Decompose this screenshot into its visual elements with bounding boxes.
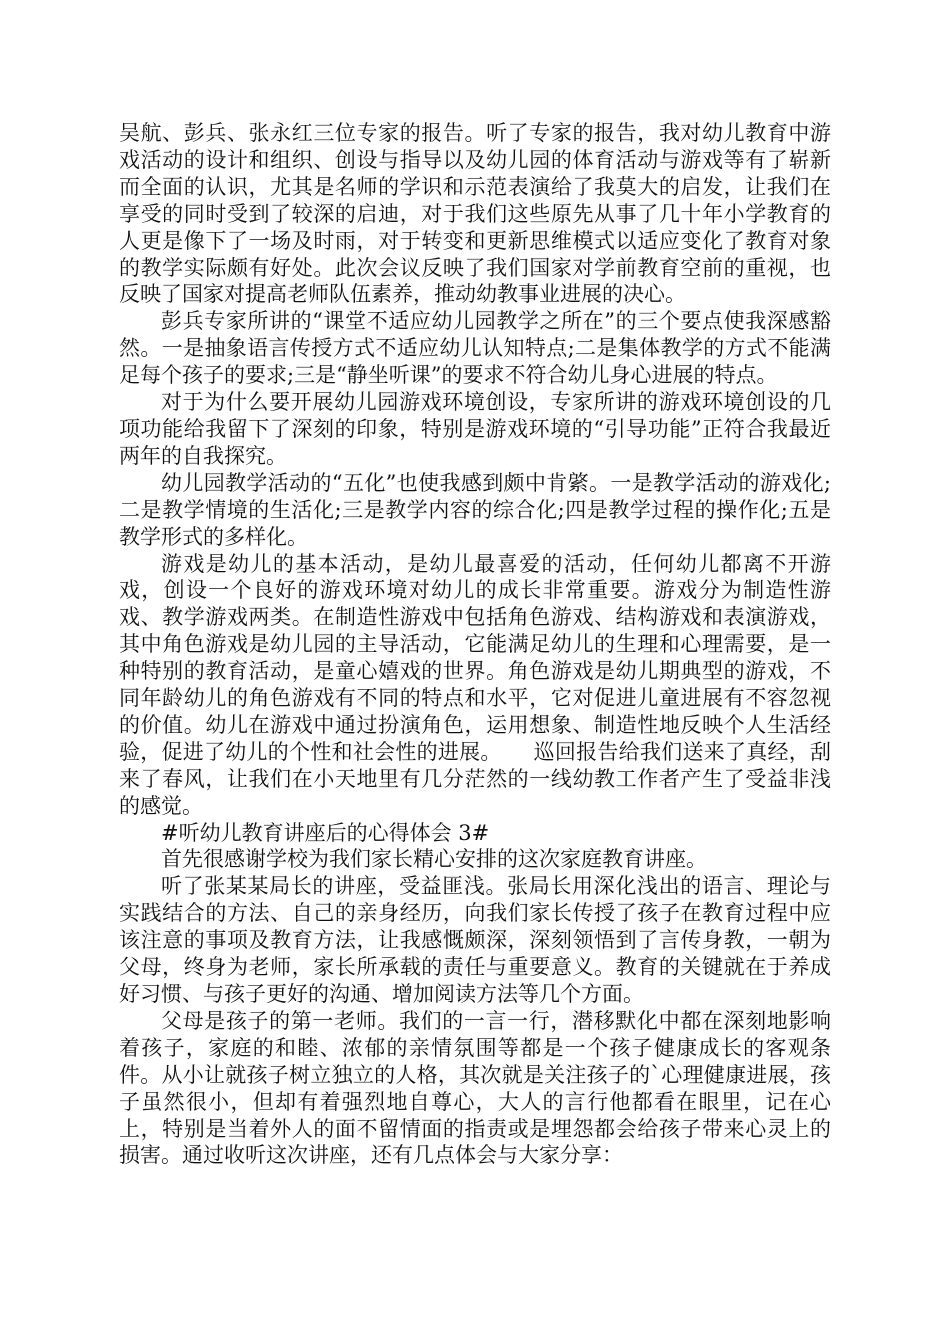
document-body xyxy=(119,120,831,1169)
paragraph-9: 父母是孩子的第一老师。我们的一言一行，潜移默化中都在深刻地影响着孩子，家庭的和睦、浓郁的亲情氛围等都是一个孩子健康成长的客观条件。从小让就孩子树立独立的人格，其次就是关注孩子的`心理健康进展，孩子虽然很小，但却有着强烈地自尊心，大人的言行他都看在眼里，记在心上，特别是当着外人的面不留情面的指责或是埋怨都会给孩子带来心灵上的损害。通过收听这次讲座，还有几点体会与大家分享： xyxy=(119,1008,831,1168)
paragraph-3: 对于为什么要开展幼儿园游戏环境创设，专家所讲的游戏环境创设的几项功能给我留下了深刻的印象，特别是游戏环境的“引导功能”正符合我最近两年的自我探究。 xyxy=(119,390,831,468)
section-heading: #听幼儿教育讲座后的心得体会 3# xyxy=(161,820,490,845)
paragraph-2: 彭兵专家所讲的“课堂不适应幼儿园教学之所在”的三个要点使我深感豁然。一是抽象语言传授方式不适应幼儿认知特点;二是集体教学的方式不能满足每个孩子的要求;三是“静坐听课”的要求不符合幼儿身心进展的特点。 xyxy=(119,309,831,388)
paragraph-1: 吴航、彭兵、张永红三位专家的报告。听了专家的报告，我对幼儿教育中游戏活动的设计和组织、创设与指导以及幼儿园的体育活动与游戏等有了崭新而全面的认识，尤其是名师的学识和示范表演给了我莫大的启发，让我们在享受的同时受到了较深的启迪，对于我们这些原先从事了几十年小学教育的人更是像下了一场及时雨，对于转变和更新思维模式以适应变化了教育对象的教学实际颇有好处。此次会议反映了我们国家对学前教育空前的重视，也反映了国家对提高老师队伍素养，推动幼教事业进展的决心。 xyxy=(119,121,831,307)
paragraph-5: 游戏是幼儿的基本活动，是幼儿最喜爱的活动，任何幼儿都离不开游戏，创设一个良好的游戏环境对幼儿的成长非常重要。游戏分为制造性游戏、教学游戏两类。在制造性游戏中包括角色游戏、结构游戏和表演游戏，其中角色游戏是幼儿园的主导活动，它能满足幼儿的生理和心理需要，是一种特别的教育活动，是童心嬉戏的世界。角色游戏是幼儿期典型的游戏，不同年龄幼儿的角色游戏有不同的特点和水平，它对促进儿童进展有不容忽视的价值。幼儿在游戏中通过扮演角色，运用想象、制造性地反映个人生活经验，促进了幼儿的个性和社会性的进展。 巡回报告给我们送来了真经，刮来了春风，让我们在小天地里有几分茫然的一线幼教工作者产生了受益非浅的感觉。 xyxy=(119,551,831,818)
paragraph-4: 幼儿园教学活动的“五化”也使我感到颇中肯綮。一是教学活动的游戏化;二是教学情境的生活化;三是教学内容的综合化;四是教学过程的操作化;五是教学形式的多样化。 xyxy=(119,470,831,549)
paragraph-8: 听了张某某局长的讲座，受益匪浅。张局长用深化浅出的语言、理论与实践结合的方法、自己的亲身经历，向我们家长传授了孩子在教育过程中应该注意的事项及教育方法，让我感慨颇深，深刻领悟到了言传身教，一朝为父母，终身为老师，家长所承载的责任与重要意义。教育的关键就在于养成好习惯、与孩子更好的沟通、增加阅读方法等几个方面。 xyxy=(119,874,831,1006)
paragraph-7: 首先很感谢学校为我们家长精心安排的这次家庭教育讲座。 xyxy=(161,847,707,872)
